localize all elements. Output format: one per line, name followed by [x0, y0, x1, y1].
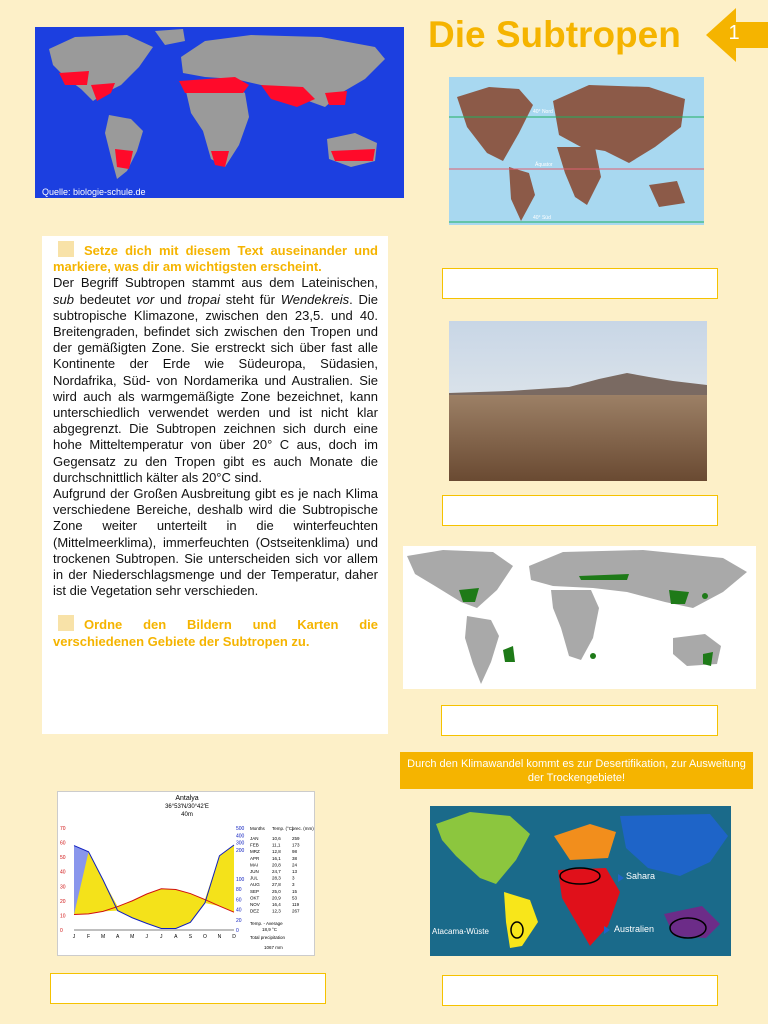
table-prec: 267 — [292, 908, 300, 914]
desert-photo — [449, 321, 707, 481]
subtropics-world-map — [35, 27, 404, 198]
table-month: NOV — [250, 902, 260, 907]
answer-field-3[interactable] — [441, 705, 718, 736]
temp-axis-tick: 40 — [60, 869, 66, 876]
chart-elevation: 40m — [181, 812, 193, 818]
month-tick: N — [217, 934, 222, 940]
prec-axis-tick: 500 — [236, 826, 245, 832]
table-prec: 3 — [292, 882, 295, 888]
equator-label: Äquator — [535, 162, 553, 168]
month-tick: M — [130, 934, 135, 940]
table-temp: 16,4 — [272, 902, 281, 907]
prec-axis-tick: 100 — [236, 877, 245, 883]
table-temp: 25,0 — [272, 888, 281, 894]
month-tick: S — [188, 934, 193, 940]
avg-temp-label: Temp. - Average — [250, 921, 283, 926]
prec-axis-tick: 0 — [236, 928, 239, 934]
temp-axis-tick: 10 — [60, 913, 66, 920]
month-tick: J — [145, 934, 148, 940]
table-month: MAI — [250, 862, 259, 868]
table-prec: 53 — [292, 895, 298, 901]
table-month: APR — [250, 855, 260, 861]
temp-axis-tick: 60 — [60, 840, 66, 847]
table-month: MRZ — [250, 849, 260, 855]
table-month: SEP — [250, 888, 260, 894]
task-1: Setze dich mit diesem Text auseinander und markiere, was dir am wichtigsten erscheint. — [53, 243, 378, 275]
desert-regions-map — [430, 806, 731, 956]
prec-axis-tick: 400 — [236, 833, 245, 840]
table-temp: 10,6 — [272, 836, 281, 841]
table-month: FEB — [250, 842, 259, 848]
answer-field-4[interactable] — [442, 975, 718, 1006]
table-header: prec. (mm) — [292, 826, 314, 831]
prec-axis-tick: 40 — [236, 907, 242, 914]
checkbox-icon[interactable] — [58, 615, 74, 631]
australia-label: Australien — [614, 924, 655, 934]
month-tick: J — [72, 934, 76, 940]
answer-field-2[interactable] — [442, 495, 718, 526]
prec-axis-tick: 60 — [236, 897, 242, 904]
table-prec: 13 — [292, 869, 298, 874]
table-prec: 173 — [292, 842, 300, 848]
task-2: Ordne den Bildern und Karten die verschiedenen Gebiete der Subtropen zu. — [53, 617, 378, 649]
sahara-label: Sahara — [626, 871, 656, 881]
month-tick: M — [101, 934, 106, 940]
north-label: 40° Nord — [533, 109, 553, 115]
table-prec: 259 — [292, 836, 300, 841]
chart-title: Antalya — [175, 795, 199, 802]
table-prec: 3 — [292, 875, 295, 881]
table-temp: 11,1 — [272, 842, 281, 848]
month-tick: O — [202, 934, 207, 940]
month-tick: D — [232, 934, 236, 940]
climate-chart — [57, 791, 315, 956]
climate-chart-svg — [58, 792, 315, 956]
table-temp: 24,7 — [272, 869, 281, 874]
main-text-box — [42, 236, 388, 734]
table-temp: 28,3 — [272, 875, 281, 881]
temp-axis-tick: 20 — [60, 898, 66, 905]
prec-axis-tick: 80 — [236, 887, 242, 894]
answer-field-5[interactable] — [50, 973, 326, 1004]
temp-axis-tick: 50 — [60, 855, 66, 862]
paragraph-1: Der Begriff Subtropen stammt aus dem Lateinischen, sub bedeutet vor und tropai steht für Wendekreis. Die subtropische Klimazone, zwischen den 23,5. und 40. Breitengraden, befindet sich zwischen den Tropen und der gemäßigten Zone. Sie erstreckt sich über fast alle Kontinente der Erde wie Südeuropa, Südasien, Nordafrika, Süd- von Nordamerika und Australien. Sie wird auch als warmgemäßigte Zone bezeichnet, kann unterschiedlich verwendet werden und ist nicht klar abgegrenzt. Die Subtropen zeichnen sich durch eine hohe Mitteltemperatur von über 20° C aus, doch im Gegensatz zu den Tropen gibt es auch Monate die durchschnittlich kälter als 20°C sind. — [53, 275, 378, 485]
month-tick: J — [160, 934, 163, 940]
table-temp: 12,3 — [272, 908, 281, 914]
month-tick: A — [174, 934, 178, 940]
page-title: Die Subtropen — [428, 14, 681, 55]
page-number: 1 — [728, 22, 740, 44]
humid-subtropics-map — [403, 546, 756, 689]
atacama-label: Atacama-Wüste — [432, 927, 489, 936]
total-prec-label: Total precipitation — [250, 935, 286, 940]
paragraph-2: Aufgrund der Großen Ausbreitung gibt es je nach Klima verschiedene Bereiche, deshalb wird die Subtropische Zone weiter unterteilt in die winterfeuchten (Mittelmeerklima), immerfeuchten (Ostseitenklima) und trockenen Subtropen. Sie unterscheiden sich vor allem in der Niederschlagsmenge und der Temperatur, daher ist die Vegetation sehr verschieden. — [53, 486, 378, 599]
table-prec: 15 — [292, 888, 298, 894]
answer-field-1[interactable] — [442, 268, 718, 299]
table-prec: 98 — [292, 849, 298, 855]
table-header: Months — [250, 826, 265, 831]
climate-change-banner: Durch den Klimawandel kommt es zur Desertifikation, zur Ausweitung der Trockengebiete! — [400, 752, 753, 789]
prec-axis-tick: 20 — [236, 917, 242, 924]
temp-axis-tick: 30 — [60, 884, 66, 891]
table-header: Temp. (°C) — [272, 826, 294, 831]
table-prec: 24 — [292, 862, 298, 868]
prec-axis-tick: 300 — [236, 840, 245, 847]
table-month: DEZ — [250, 908, 259, 914]
table-temp: 27,8 — [272, 882, 281, 888]
checkbox-icon[interactable] — [58, 241, 74, 257]
month-tick: F — [87, 934, 91, 940]
table-temp: 16,1 — [272, 855, 281, 861]
table-month: JUN — [250, 869, 259, 874]
table-temp: 12,8 — [272, 849, 281, 855]
chart-coords: 36°53'N/30°42'E — [165, 804, 209, 810]
avg-temp-value: 18,9 °C — [262, 927, 278, 932]
prec-axis-tick: 200 — [236, 847, 245, 854]
table-prec: 38 — [292, 855, 298, 861]
table-month: JAN — [250, 836, 259, 841]
latitude-world-map — [449, 77, 704, 225]
month-tick: A — [115, 934, 120, 940]
temp-axis-tick: 0 — [60, 928, 63, 934]
table-temp: 20,9 — [272, 895, 281, 901]
table-month: JUL — [250, 875, 259, 881]
table-month: OKT — [250, 895, 260, 901]
temp-axis-tick: 70 — [60, 826, 66, 832]
total-prec-value: 1067 mm — [264, 945, 283, 950]
south-label: 40° Süd — [533, 215, 551, 221]
table-temp: 20,8 — [272, 862, 281, 868]
table-prec: 119 — [292, 902, 300, 907]
table-month: AUG — [250, 882, 260, 888]
map-source: Quelle: biologie-schule.de — [42, 187, 146, 197]
